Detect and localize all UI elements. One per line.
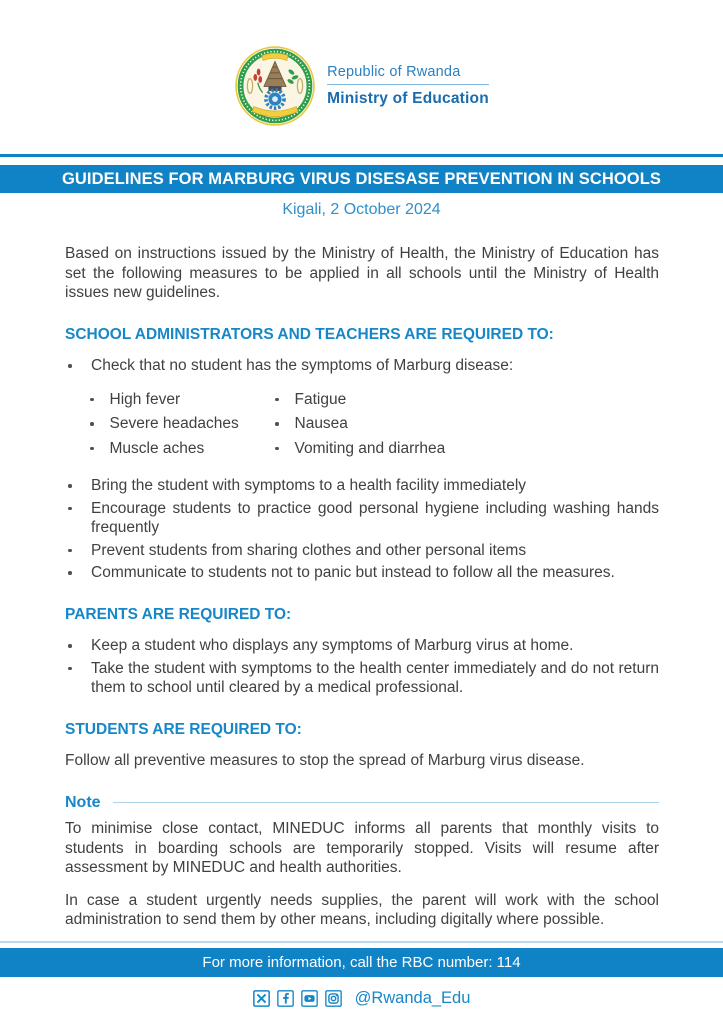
list-item-text: Encourage students to practice good personal hygiene including washing hands frequently bbox=[91, 499, 659, 536]
footer-divider-rule bbox=[0, 941, 723, 943]
list-item-text: Take the student with symptoms to the health center immediately and do not return them to school until cleared by a medical professional. bbox=[91, 659, 659, 696]
instagram-icon[interactable] bbox=[325, 990, 342, 1007]
admins-measures-list bbox=[65, 476, 659, 583]
admins-check-list bbox=[65, 356, 659, 376]
ministry-divider bbox=[327, 84, 489, 86]
symptom-item bbox=[275, 414, 348, 434]
bullet-dot bbox=[68, 507, 72, 511]
list-item bbox=[65, 476, 659, 496]
social-row bbox=[0, 989, 723, 1008]
bullet-dot bbox=[68, 549, 72, 553]
list-item bbox=[65, 541, 659, 561]
title-banner bbox=[0, 165, 723, 193]
symptom-text: Nausea bbox=[294, 415, 348, 432]
social-handle[interactable]: @Rwanda_Edu bbox=[354, 989, 471, 1007]
symptom-item bbox=[90, 439, 275, 459]
symptom-item bbox=[275, 439, 445, 459]
rwanda-coat-of-arms-icon bbox=[234, 45, 316, 127]
letterhead bbox=[0, 0, 723, 127]
list-item-text: Prevent students from sharing clothes and other personal items bbox=[91, 541, 527, 559]
bullet-dot bbox=[68, 644, 72, 648]
bullet-dot bbox=[68, 364, 72, 368]
top-divider-rule bbox=[0, 154, 723, 157]
symptom-text: Vomiting and diarrhea bbox=[294, 439, 446, 457]
bullet-dot bbox=[275, 398, 279, 402]
bullet-dot bbox=[68, 484, 72, 488]
bullet-dot bbox=[90, 447, 94, 451]
note-rule bbox=[113, 802, 659, 804]
parents-list bbox=[65, 636, 659, 698]
symptom-text: Severe headaches bbox=[109, 415, 239, 432]
symptom-row bbox=[90, 390, 659, 410]
republic-label: Republic of Rwanda bbox=[327, 63, 461, 80]
x-icon[interactable] bbox=[253, 990, 270, 1007]
section-heading-students: STUDENTS ARE REQUIRED TO: bbox=[65, 720, 302, 738]
symptom-text: Fatigue bbox=[294, 390, 347, 408]
section-heading-parents: PARENTS ARE REQUIRED TO: bbox=[65, 605, 292, 623]
intro-paragraph: Based on instructions issued by the Ministry of Health, the Ministry of Education has set the following measures to be applied in all schools until the Ministry of Health issues new guidelines. bbox=[65, 245, 659, 301]
youtube-icon[interactable] bbox=[301, 990, 318, 1007]
footer bbox=[0, 941, 723, 1008]
symptom-item bbox=[90, 414, 275, 434]
document-body bbox=[65, 244, 659, 930]
ministry-label: Ministry of Education bbox=[327, 90, 489, 108]
symptom-item bbox=[275, 390, 346, 410]
bullet-dot bbox=[90, 422, 94, 426]
symptoms-list bbox=[90, 390, 659, 459]
list-item bbox=[65, 636, 659, 656]
ministry-block bbox=[327, 64, 489, 109]
info-bar-text: For more information, call the RBC number: 114 bbox=[202, 954, 521, 971]
list-item bbox=[65, 659, 659, 698]
list-item-text: Keep a student who displays any symptoms of Marburg virus at home. bbox=[91, 637, 574, 654]
dateline: Kigali, 2 October 2024 bbox=[282, 201, 441, 218]
facebook-icon[interactable] bbox=[277, 990, 294, 1007]
list-item-text: Bring the student with symptoms to a health facility immediately bbox=[91, 477, 527, 494]
bullet-dot bbox=[68, 571, 72, 575]
list-item-text: Communicate to students not to panic but instead to follow all the measures. bbox=[91, 564, 615, 581]
symptom-row bbox=[90, 439, 659, 459]
bullet-dot bbox=[90, 398, 94, 402]
list-item bbox=[65, 563, 659, 583]
section-heading-admins: SCHOOL ADMINISTRATORS AND TEACHERS ARE REQUIRED TO: bbox=[65, 325, 554, 343]
symptom-row bbox=[90, 414, 659, 434]
symptom-item bbox=[90, 390, 275, 410]
note-paragraph: In case a student urgently needs supplies, the parent will work with the school administration to send them by other means, including digitally where possible. bbox=[65, 891, 659, 928]
symptom-text: Muscle aches bbox=[109, 439, 205, 457]
bullet-dot bbox=[68, 667, 72, 671]
students-paragraph: Follow all preventive measures to stop the spread of Marburg virus disease. bbox=[65, 752, 585, 769]
note-paragraph: To minimise close contact, MINEDUC informs all parents that monthly visits to students in boarding schools are temporarily stopped. Visits will resume after assessment by MINEDUC and health authorities. bbox=[65, 820, 659, 876]
symptom-text: High fever bbox=[109, 390, 181, 408]
bullet-dot bbox=[275, 422, 279, 426]
list-item bbox=[65, 356, 659, 376]
note-header bbox=[65, 793, 659, 813]
note-label: Note bbox=[65, 793, 101, 811]
info-bar bbox=[0, 948, 723, 977]
bullet-dot bbox=[275, 447, 279, 451]
list-item bbox=[65, 499, 659, 538]
list-item-text: Check that no student has the symptoms of Marburg disease: bbox=[91, 357, 514, 374]
document-title: GUIDELINES FOR MARBURG VIRUS DISESASE PREVENTION IN SCHOOLS bbox=[61, 169, 662, 188]
